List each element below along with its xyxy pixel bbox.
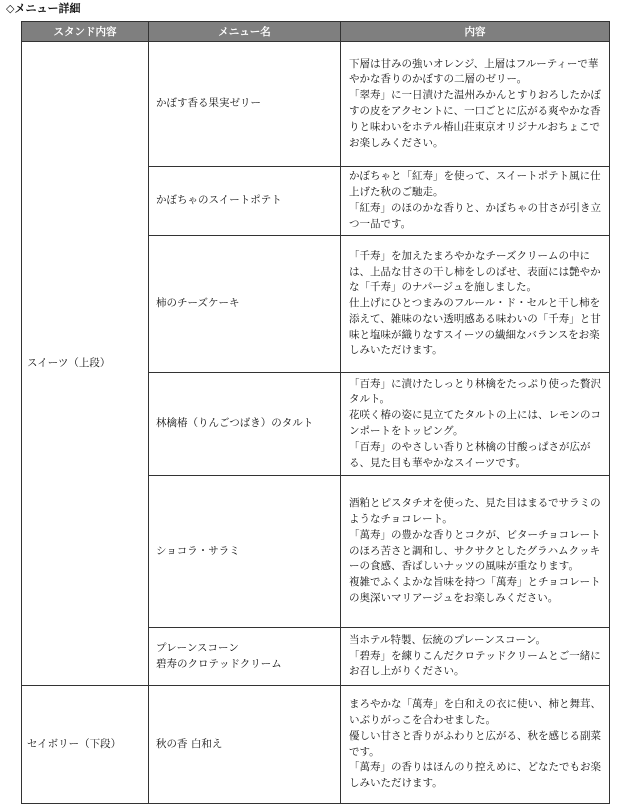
description-paragraph: 酒粕とピスタチオを使った、見た目はまるでサラミのようなチョコレート。 bbox=[349, 497, 601, 525]
menu-table bbox=[21, 21, 610, 804]
menu-item-name bbox=[149, 42, 341, 167]
menu-item-name bbox=[149, 373, 341, 476]
description-paragraph: 「翠寿」に一日漬けた温州みかんとすりおろしたかぼすの皮をアクセントに、一口ごとに広がる爽やかな香りと味わいをホテル椿山荘東京オリジナルおちょこでお楽しみください。 bbox=[349, 89, 601, 149]
menu-item-name-line: 秋の香 白和え bbox=[156, 737, 223, 750]
menu-item-name-line: プレーンスコーン bbox=[156, 641, 239, 654]
menu-item-description bbox=[341, 42, 610, 167]
menu-item-description bbox=[341, 167, 610, 236]
menu-item-name-line: かぼす香る果実ゼリー bbox=[156, 97, 261, 110]
header-content: 内容 bbox=[341, 22, 610, 42]
description-paragraph: 複雑でふくよかな旨味を持つ「萬寿」とチョコレートの奥深いマリアージュをお楽しみください。 bbox=[349, 576, 601, 604]
description-paragraph: 「萬寿」の香りはほんのり控えめに、どなたでもお楽しみいただけます。 bbox=[349, 761, 601, 790]
menu-item-name-line: かぼちゃのスイートポテト bbox=[156, 194, 282, 207]
description-paragraph: 花咲く椿の姿に見立てたタルトの上には、レモンのコンポートをトッピング。 bbox=[349, 409, 601, 437]
menu-item-name-line: 林檎椿（りんごつばき）のタルト bbox=[156, 417, 314, 430]
menu-item-name-line: 碧寿のクロテッドクリーム bbox=[156, 657, 282, 670]
menu-item-description bbox=[341, 236, 610, 373]
description-paragraph: 「萬寿」の豊かな香りとコクが、ビターチョコレートのほろ苦さと調和し、サクサクとしたグラハムクッキーの食感、香ばしいナッツの風味が重なります。 bbox=[349, 528, 601, 573]
menu-item-description bbox=[341, 686, 610, 804]
header-row bbox=[22, 22, 610, 42]
description-paragraph: 優しい甘さと香りがふわりと広がる、秋を感じる副菜です。 bbox=[349, 729, 601, 758]
header-menu-name: メニュー名 bbox=[149, 22, 341, 42]
menu-item-name bbox=[149, 476, 341, 628]
stand-savory: セイボリー（下段） bbox=[22, 686, 149, 804]
menu-item-description bbox=[341, 476, 610, 628]
menu-item-description bbox=[341, 628, 610, 686]
description-paragraph: 当ホテル特製、伝統のプレーンスコーン。 bbox=[349, 633, 546, 646]
header-stand: スタンド内容 bbox=[22, 22, 149, 42]
menu-item-name-line: ショコラ・サラミ bbox=[156, 544, 240, 557]
menu-item-name bbox=[149, 628, 341, 686]
description-paragraph: 仕上げにひとつまみのフルール・ド・セルと干し柿を添えて、雑味のない透明感ある味わいの「千寿」と甘味と塩味が織りなすスイーツの繊細なバランスをお楽しみいただけます。 bbox=[349, 297, 601, 357]
description-paragraph: 「百寿」に漬けたしっとり林檎をたっぷり使った贅沢タルト。 bbox=[349, 377, 601, 406]
table-row bbox=[22, 42, 610, 167]
description-paragraph: 下層は甘みの強いオレンジ、上層はフルーティーで華やかな香りのかぼすの二層のゼリー。 bbox=[349, 57, 599, 86]
stand-sweets: スイーツ（上段） bbox=[22, 42, 149, 686]
description-paragraph: 「紅寿」のほのかな香りと、かぼちゃの甘さが引き立つ一品です。 bbox=[349, 202, 601, 230]
menu-item-name bbox=[149, 686, 341, 804]
description-paragraph: まろやかな「萬寿」を白和えの衣に使い、柿と舞茸、いぶりがっこを合わせました。 bbox=[349, 698, 601, 726]
description-paragraph: 「碧寿」を練りこんだクロテッドクリームとご一緒にお召し上がりください。 bbox=[349, 649, 601, 678]
menu-item-name bbox=[149, 167, 341, 236]
page-title: ◇メニュー詳細 bbox=[6, 2, 81, 15]
menu-item-name bbox=[149, 236, 341, 373]
menu-item-name-line: 柿のチーズケーキ bbox=[156, 297, 240, 310]
description-paragraph: 「百寿」のやさしい香りと林檎の甘酸っぱさが広がる、見た目も華やかなスイーツです。 bbox=[349, 440, 591, 469]
description-paragraph: かぼちゃと「紅寿」を使って、スイートポテト風に仕上げた秋のご馳走。 bbox=[349, 170, 601, 199]
description-paragraph: 「千寿」を加えたまろやかなチーズクリームの中には、上品な甘さの干し柿をしのばせ、表面には艶やかな「千寿」のナパージュを施しました。 bbox=[349, 249, 601, 294]
menu-item-description bbox=[341, 373, 610, 476]
table-row bbox=[22, 686, 610, 804]
